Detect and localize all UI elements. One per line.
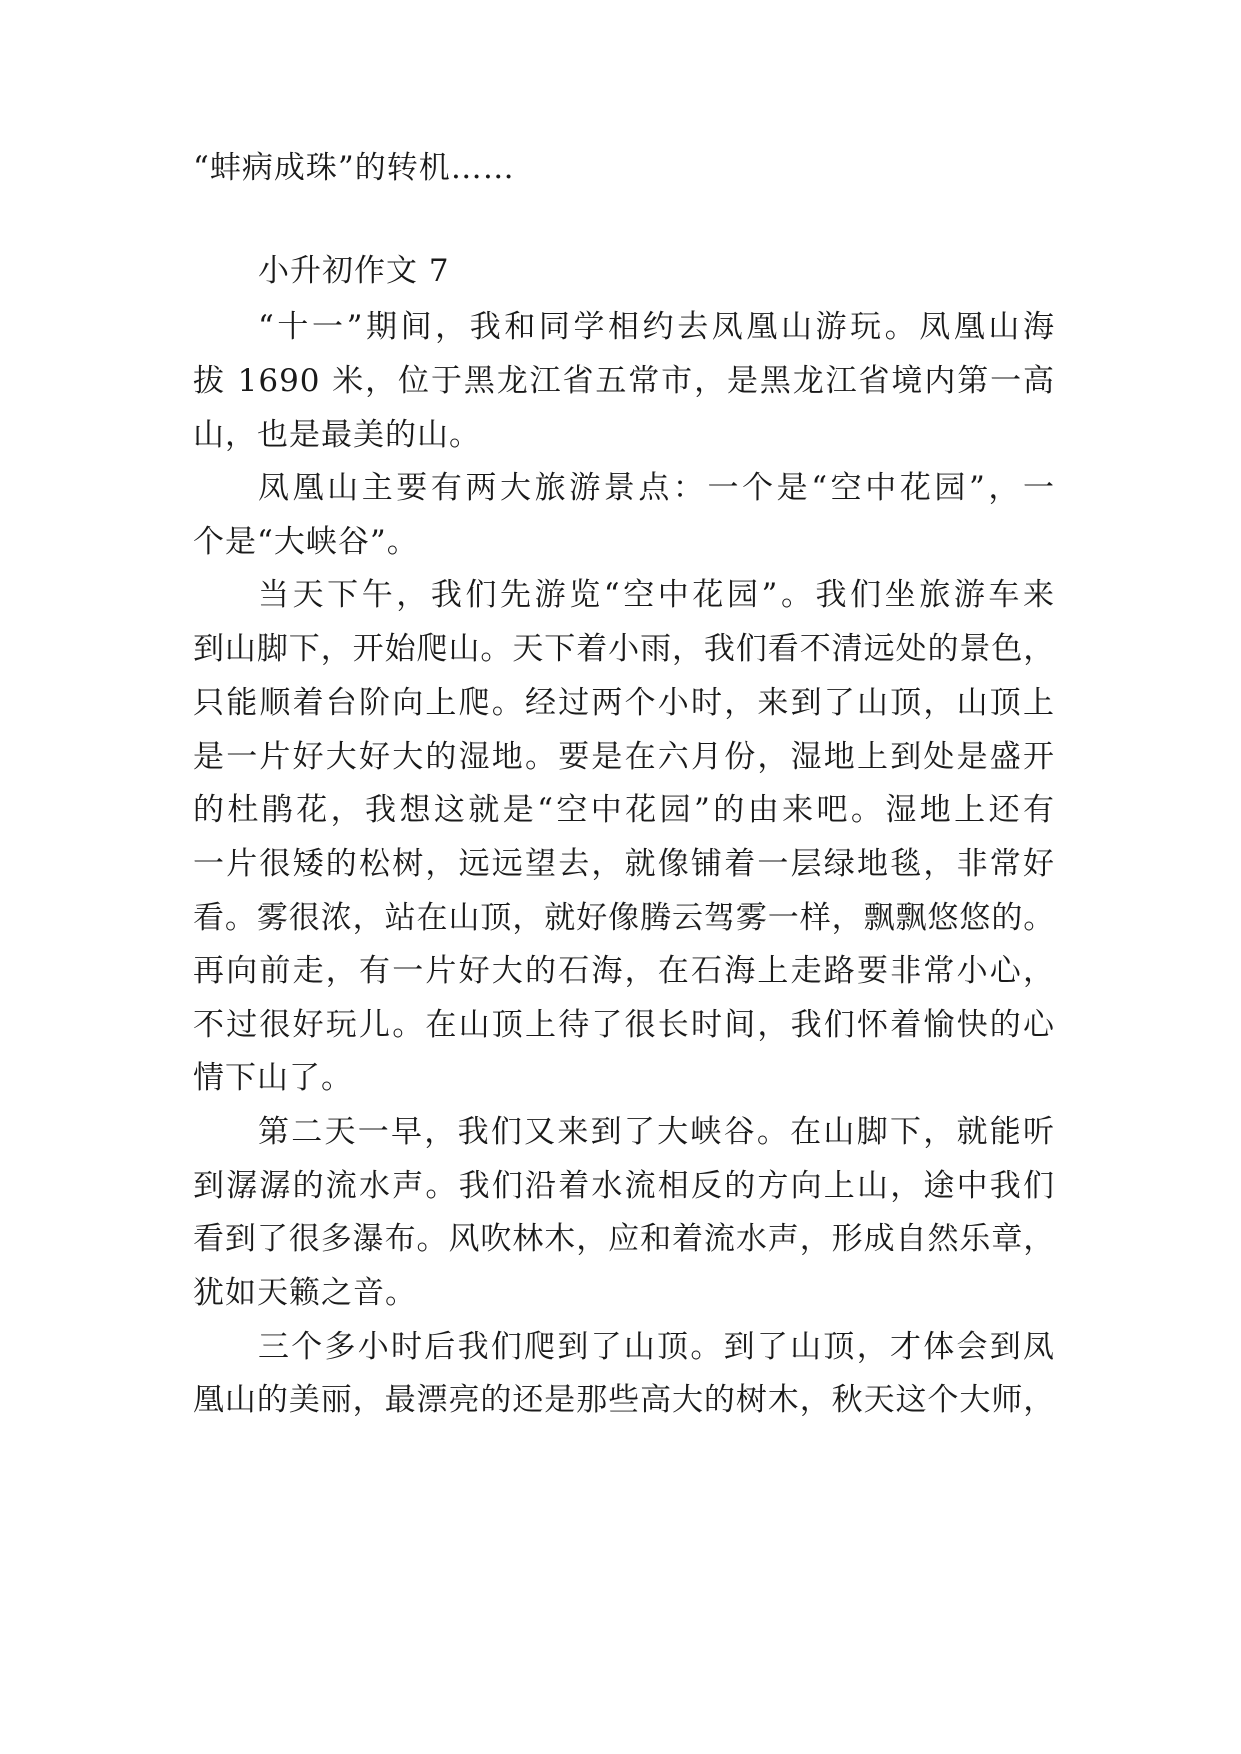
text-line: 山，也是最美的山。 (193, 417, 481, 453)
text-line: 犹如天籁之音。 (193, 1275, 417, 1311)
text-line: 不过很好玩儿。在山顶上待了很长时间，我们怀着愉快的心 (193, 1007, 1055, 1043)
text-line-continuation: “蚌病成珠”的转机…… (193, 150, 515, 186)
text-line: 到山脚下，开始爬山。天下着小雨，我们看不清远处的景色， (193, 631, 1055, 667)
essay-heading: 小升初作文 7 (258, 253, 450, 289)
text-line: 到潺潺的流水声。我们沿着水流相反的方向上山，途中我们 (193, 1168, 1055, 1204)
text-line: 一片很矮的松树，远远望去，就像铺着一层绿地毯，非常好 (193, 846, 1055, 882)
text-line: 情下山了。 (193, 1060, 353, 1096)
text-line: 再向前走，有一片好大的石海，在石海上走路要非常小心， (193, 953, 1055, 989)
text-line: 当天下午，我们先游览“空中花园”。我们坐旅游车来 (258, 577, 1055, 613)
text-line: 第二天一早，我们又来到了大峡谷。在山脚下，就能听 (258, 1114, 1055, 1150)
text-line: 是一片好大好大的湿地。要是在六月份，湿地上到处是盛开 (193, 739, 1055, 775)
text-line: 看到了很多瀑布。风吹林木，应和着流水声，形成自然乐章， (193, 1221, 1055, 1257)
text-line: 的杜鹃花，我想这就是“空中花园”的由来吧。湿地上还有 (193, 792, 1055, 828)
text-line: “十一”期间，我和同学相约去凤凰山游玩。凤凰山海 (258, 309, 1055, 345)
text-line: 三个多小时后我们爬到了山顶。到了山顶，才体会到凤 (258, 1329, 1055, 1365)
text-line: 只能顺着台阶向上爬。经过两个小时，来到了山顶，山顶上 (193, 685, 1055, 721)
text-line: 个是“大峡谷”。 (193, 524, 419, 560)
text-line: 拔 1690 米，位于黑龙江省五常市，是黑龙江省境内第一高 (193, 363, 1055, 399)
text-line: 看。雾很浓，站在山顶，就好像腾云驾雾一样，飘飘悠悠的。 (193, 900, 1055, 936)
text-line: 凤凰山主要有两大旅游景点：一个是“空中花园”，一 (258, 470, 1055, 506)
text-line: 凰山的美丽，最漂亮的还是那些高大的树木，秋天这个大师， (193, 1382, 1055, 1418)
